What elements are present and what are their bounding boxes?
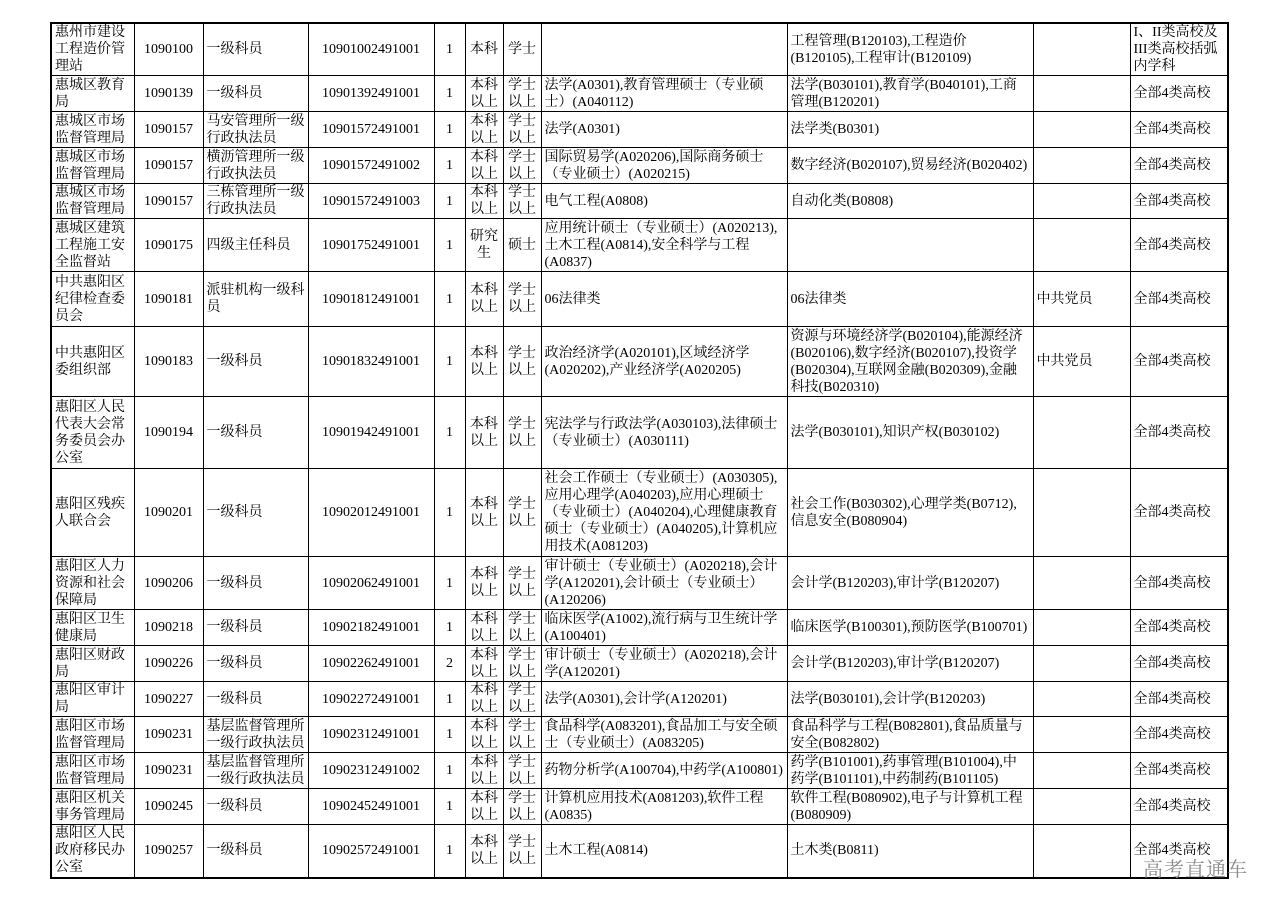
table-row bbox=[51, 112, 1228, 148]
grad-majors-cell: 临床医学(A1002),流行病与卫生统计学(A100401) bbox=[541, 610, 787, 646]
undergrad-majors-cell: 药学(B101001),药事管理(B101004),中药学(B101101),中药制药(B101105) bbox=[787, 753, 1033, 789]
position-code-cell: 10901002491001 bbox=[308, 23, 434, 76]
code-cell: 1090226 bbox=[134, 646, 203, 682]
other-cell bbox=[1033, 148, 1130, 184]
count-cell: 1 bbox=[434, 112, 465, 148]
undergrad-majors-cell: 土木类(B0811) bbox=[787, 825, 1033, 878]
degree-cell: 学士以上 bbox=[503, 327, 541, 397]
schools-cell: 全部4类高校 bbox=[1130, 112, 1228, 148]
unit-cell: 惠阳区人力资源和社会保障局 bbox=[51, 557, 134, 610]
undergrad-majors-cell: 软件工程(B080902),电子与计算机工程(B080909) bbox=[787, 789, 1033, 825]
code-cell: 1090257 bbox=[134, 825, 203, 878]
table-row bbox=[51, 682, 1228, 717]
position-cell: 马安管理所一级行政执法员 bbox=[203, 112, 308, 148]
position-code-cell: 10902312491001 bbox=[308, 717, 434, 753]
position-code-cell: 10902012491001 bbox=[308, 469, 434, 557]
grad-majors-cell bbox=[541, 23, 787, 76]
position-cell: 四级主任科员 bbox=[203, 219, 308, 272]
table-row bbox=[51, 557, 1228, 610]
position-code-cell: 10901832491001 bbox=[308, 327, 434, 397]
grad-majors-cell: 应用统计硕士（专业硕士）(A020213),土木工程(A0814),安全科学与工程(A0837) bbox=[541, 219, 787, 272]
degree-cell: 学士以上 bbox=[503, 148, 541, 184]
position-code-cell: 10902062491001 bbox=[308, 557, 434, 610]
position-cell: 一级科员 bbox=[203, 327, 308, 397]
code-cell: 1090194 bbox=[134, 397, 203, 469]
position-cell: 横沥管理所一级行政执法员 bbox=[203, 148, 308, 184]
other-cell bbox=[1033, 23, 1130, 76]
positions-table bbox=[50, 22, 1229, 879]
undergrad-majors-cell: 社会工作(B030302),心理学类(B0712),信息安全(B080904) bbox=[787, 469, 1033, 557]
count-cell: 1 bbox=[434, 397, 465, 469]
count-cell: 1 bbox=[434, 272, 465, 327]
code-cell: 1090157 bbox=[134, 112, 203, 148]
education-cell: 本科以上 bbox=[465, 469, 503, 557]
undergrad-majors-cell: 法学(B030101),会计学(B120203) bbox=[787, 682, 1033, 717]
code-cell: 1090201 bbox=[134, 469, 203, 557]
table-row bbox=[51, 272, 1228, 327]
other-cell: 中共党员 bbox=[1033, 272, 1130, 327]
degree-cell: 硕士 bbox=[503, 219, 541, 272]
position-cell: 一级科员 bbox=[203, 825, 308, 878]
position-cell: 一级科员 bbox=[203, 789, 308, 825]
table-row bbox=[51, 825, 1228, 878]
education-cell: 本科以上 bbox=[465, 148, 503, 184]
position-cell: 一级科员 bbox=[203, 76, 308, 112]
education-cell: 本科 bbox=[465, 23, 503, 76]
count-cell: 1 bbox=[434, 23, 465, 76]
other-cell bbox=[1033, 753, 1130, 789]
unit-cell: 惠阳区人民政府移民办公室 bbox=[51, 825, 134, 878]
degree-cell: 学士以上 bbox=[503, 682, 541, 717]
other-cell bbox=[1033, 112, 1130, 148]
other-cell bbox=[1033, 397, 1130, 469]
grad-majors-cell: 法学(A0301),会计学(A120201) bbox=[541, 682, 787, 717]
schools-cell: 全部4类高校 bbox=[1130, 557, 1228, 610]
schools-cell: 全部4类高校 bbox=[1130, 327, 1228, 397]
code-cell: 1090157 bbox=[134, 148, 203, 184]
schools-cell: 全部4类高校 bbox=[1130, 682, 1228, 717]
code-cell: 1090139 bbox=[134, 76, 203, 112]
position-cell: 一级科员 bbox=[203, 646, 308, 682]
position-cell: 一级科员 bbox=[203, 557, 308, 610]
unit-cell: 惠阳区卫生健康局 bbox=[51, 610, 134, 646]
position-cell: 一级科员 bbox=[203, 469, 308, 557]
education-cell: 本科以上 bbox=[465, 272, 503, 327]
position-code-cell: 10901392491001 bbox=[308, 76, 434, 112]
grad-majors-cell: 食品科学(A083201),食品加工与安全硕士（专业硕士）(A083205) bbox=[541, 717, 787, 753]
table-row bbox=[51, 646, 1228, 682]
unit-cell: 惠阳区残疾人联合会 bbox=[51, 469, 134, 557]
schools-cell: 全部4类高校 bbox=[1130, 789, 1228, 825]
schools-cell: 全部4类高校 bbox=[1130, 76, 1228, 112]
position-cell: 派驻机构一级科员 bbox=[203, 272, 308, 327]
unit-cell: 惠城区市场监督管理局 bbox=[51, 184, 134, 219]
position-code-cell: 10901752491001 bbox=[308, 219, 434, 272]
position-cell: 一级科员 bbox=[203, 682, 308, 717]
grad-majors-cell: 宪法学与行政法学(A030103),法律硕士（专业硕士）(A030111) bbox=[541, 397, 787, 469]
education-cell: 研究生 bbox=[465, 219, 503, 272]
undergrad-majors-cell bbox=[787, 219, 1033, 272]
degree-cell: 学士以上 bbox=[503, 184, 541, 219]
other-cell bbox=[1033, 76, 1130, 112]
position-code-cell: 10901572491003 bbox=[308, 184, 434, 219]
code-cell: 1090231 bbox=[134, 717, 203, 753]
undergrad-majors-cell: 会计学(B120203),审计学(B120207) bbox=[787, 646, 1033, 682]
undergrad-majors-cell: 工程管理(B120103),工程造价(B120105),工程审计(B120109) bbox=[787, 23, 1033, 76]
other-cell bbox=[1033, 610, 1130, 646]
count-cell: 1 bbox=[434, 789, 465, 825]
grad-majors-cell: 06法律类 bbox=[541, 272, 787, 327]
count-cell: 1 bbox=[434, 610, 465, 646]
other-cell bbox=[1033, 717, 1130, 753]
degree-cell: 学士以上 bbox=[503, 825, 541, 878]
education-cell: 本科以上 bbox=[465, 184, 503, 219]
degree-cell: 学士以上 bbox=[503, 753, 541, 789]
undergrad-majors-cell: 会计学(B120203),审计学(B120207) bbox=[787, 557, 1033, 610]
grad-majors-cell: 药物分析学(A100704),中药学(A100801) bbox=[541, 753, 787, 789]
degree-cell: 学士以上 bbox=[503, 646, 541, 682]
count-cell: 2 bbox=[434, 646, 465, 682]
table-row bbox=[51, 327, 1228, 397]
count-cell: 1 bbox=[434, 682, 465, 717]
position-cell: 三栋管理所一级行政执法员 bbox=[203, 184, 308, 219]
count-cell: 1 bbox=[434, 753, 465, 789]
undergrad-majors-cell: 临床医学(B100301),预防医学(B100701) bbox=[787, 610, 1033, 646]
code-cell: 1090157 bbox=[134, 184, 203, 219]
degree-cell: 学士以上 bbox=[503, 717, 541, 753]
position-code-cell: 10902572491001 bbox=[308, 825, 434, 878]
degree-cell: 学士以上 bbox=[503, 397, 541, 469]
watermark: 高考直通车 bbox=[1143, 857, 1248, 881]
schools-cell: I、II类高校及III类高校括弧内学科 bbox=[1130, 23, 1228, 76]
schools-cell: 全部4类高校 bbox=[1130, 469, 1228, 557]
position-code-cell: 10901572491001 bbox=[308, 112, 434, 148]
undergrad-majors-cell: 自动化类(B0808) bbox=[787, 184, 1033, 219]
other-cell bbox=[1033, 557, 1130, 610]
position-code-cell: 10901572491002 bbox=[308, 148, 434, 184]
schools-cell: 全部4类高校 bbox=[1130, 397, 1228, 469]
table-row bbox=[51, 184, 1228, 219]
unit-cell: 惠阳区审计局 bbox=[51, 682, 134, 717]
other-cell bbox=[1033, 646, 1130, 682]
unit-cell: 中共惠阳区纪律检查委员会 bbox=[51, 272, 134, 327]
position-code-cell: 10901942491001 bbox=[308, 397, 434, 469]
schools-cell: 全部4类高校 bbox=[1130, 717, 1228, 753]
position-cell: 一级科员 bbox=[203, 397, 308, 469]
table-row bbox=[51, 469, 1228, 557]
degree-cell: 学士以上 bbox=[503, 789, 541, 825]
schools-cell: 全部4类高校 bbox=[1130, 753, 1228, 789]
grad-majors-cell: 土木工程(A0814) bbox=[541, 825, 787, 878]
table-row bbox=[51, 76, 1228, 112]
schools-cell: 全部4类高校 bbox=[1130, 610, 1228, 646]
count-cell: 1 bbox=[434, 717, 465, 753]
education-cell: 本科以上 bbox=[465, 825, 503, 878]
table-row bbox=[51, 397, 1228, 469]
other-cell bbox=[1033, 184, 1130, 219]
education-cell: 本科以上 bbox=[465, 789, 503, 825]
count-cell: 1 bbox=[434, 327, 465, 397]
position-code-cell: 10901812491001 bbox=[308, 272, 434, 327]
education-cell: 本科以上 bbox=[465, 717, 503, 753]
schools-cell: 全部4类高校 bbox=[1130, 272, 1228, 327]
grad-majors-cell: 计算机应用技术(A081203),软件工程(A0835) bbox=[541, 789, 787, 825]
position-cell: 一级科员 bbox=[203, 610, 308, 646]
code-cell: 1090227 bbox=[134, 682, 203, 717]
undergrad-majors-cell: 食品科学与工程(B082801),食品质量与安全(B082802) bbox=[787, 717, 1033, 753]
undergrad-majors-cell: 法学(B030101),教育学(B040101),工商管理(B120201) bbox=[787, 76, 1033, 112]
grad-majors-cell: 法学(A0301),教育管理硕士（专业硕士）(A040112) bbox=[541, 76, 787, 112]
position-code-cell: 10902262491001 bbox=[308, 646, 434, 682]
education-cell: 本科以上 bbox=[465, 753, 503, 789]
grad-majors-cell: 国际贸易学(A020206),国际商务硕士（专业硕士）(A020215) bbox=[541, 148, 787, 184]
degree-cell: 学士以上 bbox=[503, 610, 541, 646]
grad-majors-cell: 政治经济学(A020101),区域经济学(A020202),产业经济学(A020205) bbox=[541, 327, 787, 397]
table-row bbox=[51, 148, 1228, 184]
undergrad-majors-cell: 06法律类 bbox=[787, 272, 1033, 327]
degree-cell: 学士以上 bbox=[503, 76, 541, 112]
table-row bbox=[51, 717, 1228, 753]
position-code-cell: 10902312491002 bbox=[308, 753, 434, 789]
grad-majors-cell: 法学(A0301) bbox=[541, 112, 787, 148]
unit-cell: 惠州市建设工程造价管理站 bbox=[51, 23, 134, 76]
schools-cell: 全部4类高校 bbox=[1130, 148, 1228, 184]
other-cell: 中共党员 bbox=[1033, 327, 1130, 397]
position-code-cell: 10902182491001 bbox=[308, 610, 434, 646]
table-row bbox=[51, 219, 1228, 272]
position-cell: 基层监督管理所一级行政执法员 bbox=[203, 753, 308, 789]
degree-cell: 学士以上 bbox=[503, 272, 541, 327]
code-cell: 1090206 bbox=[134, 557, 203, 610]
unit-cell: 惠阳区财政局 bbox=[51, 646, 134, 682]
other-cell bbox=[1033, 219, 1130, 272]
positions-table-body bbox=[51, 23, 1228, 878]
grad-majors-cell: 审计硕士（专业硕士）(A020218),会计学(A120201),会计硕士（专业硕士）(A120206) bbox=[541, 557, 787, 610]
education-cell: 本科以上 bbox=[465, 112, 503, 148]
code-cell: 1090175 bbox=[134, 219, 203, 272]
position-cell: 基层监督管理所一级行政执法员 bbox=[203, 717, 308, 753]
education-cell: 本科以上 bbox=[465, 397, 503, 469]
position-cell: 一级科员 bbox=[203, 23, 308, 76]
other-cell bbox=[1033, 469, 1130, 557]
code-cell: 1090245 bbox=[134, 789, 203, 825]
table-row bbox=[51, 789, 1228, 825]
table-row bbox=[51, 23, 1228, 76]
undergrad-majors-cell: 法学类(B0301) bbox=[787, 112, 1033, 148]
grad-majors-cell: 社会工作硕士（专业硕士）(A030305),应用心理学(A040203),应用心理硕士（专业硕士）(A040204),心理健康教育硕士（专业硕士）(A040205),计算机应用技术(A081203) bbox=[541, 469, 787, 557]
unit-cell: 惠城区市场监督管理局 bbox=[51, 112, 134, 148]
education-cell: 本科以上 bbox=[465, 682, 503, 717]
count-cell: 1 bbox=[434, 148, 465, 184]
code-cell: 1090183 bbox=[134, 327, 203, 397]
schools-cell: 全部4类高校 bbox=[1130, 184, 1228, 219]
unit-cell: 惠城区市场监督管理局 bbox=[51, 148, 134, 184]
unit-cell: 惠阳区人民代表大会常务委员会办公室 bbox=[51, 397, 134, 469]
count-cell: 1 bbox=[434, 219, 465, 272]
code-cell: 1090218 bbox=[134, 610, 203, 646]
schools-cell: 全部4类高校 bbox=[1130, 825, 1228, 878]
undergrad-majors-cell: 法学(B030101),知识产权(B030102) bbox=[787, 397, 1033, 469]
degree-cell: 学士以上 bbox=[503, 112, 541, 148]
degree-cell: 学士 bbox=[503, 23, 541, 76]
degree-cell: 学士以上 bbox=[503, 557, 541, 610]
code-cell: 1090181 bbox=[134, 272, 203, 327]
count-cell: 1 bbox=[434, 825, 465, 878]
code-cell: 1090100 bbox=[134, 23, 203, 76]
count-cell: 1 bbox=[434, 469, 465, 557]
unit-cell: 惠阳区机关事务管理局 bbox=[51, 789, 134, 825]
schools-cell: 全部4类高校 bbox=[1130, 646, 1228, 682]
position-code-cell: 10902272491001 bbox=[308, 682, 434, 717]
undergrad-majors-cell: 数字经济(B020107),贸易经济(B020402) bbox=[787, 148, 1033, 184]
other-cell bbox=[1033, 825, 1130, 878]
undergrad-majors-cell: 资源与环境经济学(B020104),能源经济(B020106),数字经济(B020107),投资学(B020304),互联网金融(B020309),金融科技(B020310) bbox=[787, 327, 1033, 397]
count-cell: 1 bbox=[434, 76, 465, 112]
unit-cell: 惠城区教育局 bbox=[51, 76, 134, 112]
unit-cell: 中共惠阳区委组织部 bbox=[51, 327, 134, 397]
position-code-cell: 10902452491001 bbox=[308, 789, 434, 825]
grad-majors-cell: 审计硕士（专业硕士）(A020218),会计学(A120201) bbox=[541, 646, 787, 682]
other-cell bbox=[1033, 682, 1130, 717]
unit-cell: 惠阳区市场监督管理局 bbox=[51, 717, 134, 753]
degree-cell: 学士以上 bbox=[503, 469, 541, 557]
table-row bbox=[51, 610, 1228, 646]
count-cell: 1 bbox=[434, 557, 465, 610]
education-cell: 本科以上 bbox=[465, 610, 503, 646]
other-cell bbox=[1033, 789, 1130, 825]
education-cell: 本科以上 bbox=[465, 76, 503, 112]
count-cell: 1 bbox=[434, 184, 465, 219]
education-cell: 本科以上 bbox=[465, 646, 503, 682]
unit-cell: 惠城区建筑工程施工安全监督站 bbox=[51, 219, 134, 272]
schools-cell: 全部4类高校 bbox=[1130, 219, 1228, 272]
education-cell: 本科以上 bbox=[465, 557, 503, 610]
code-cell: 1090231 bbox=[134, 753, 203, 789]
education-cell: 本科以上 bbox=[465, 327, 503, 397]
grad-majors-cell: 电气工程(A0808) bbox=[541, 184, 787, 219]
unit-cell: 惠阳区市场监督管理局 bbox=[51, 753, 134, 789]
table-row bbox=[51, 753, 1228, 789]
